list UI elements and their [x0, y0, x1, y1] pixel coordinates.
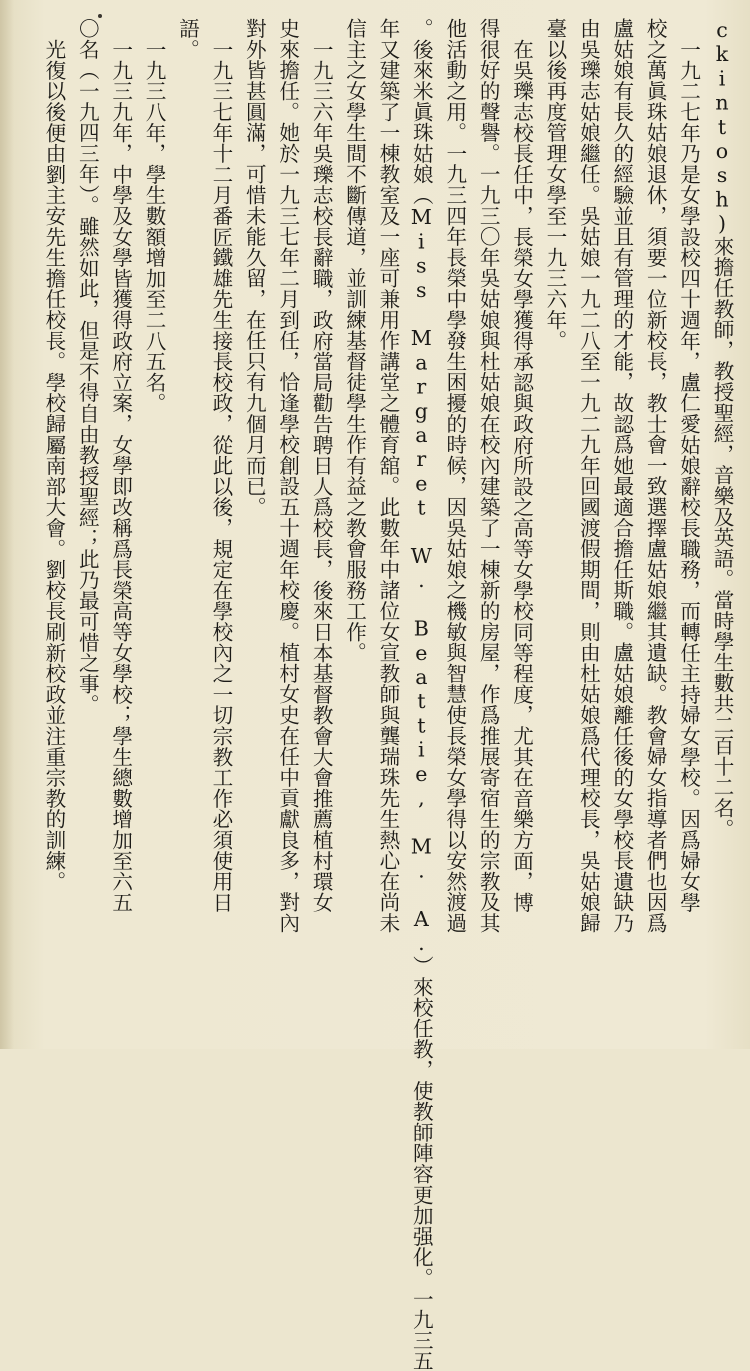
text-line: 盧姑娘有長久的經驗並且有管理的才能，故認爲她最適合擔任斯職。盧姑娘離任後的女學校長遺缺乃 [609, 18, 634, 934]
text-line: 。後來米眞珠姑娘（Miss Margaret W. Beattie, M. A.）來校任教，使教師陣容更加强化。一九三五 [409, 18, 434, 1371]
text-line: 一九三六年吳瓅志校長辭職，政府當局勸告聘日人爲校長，後來日本基督教會大會推薦植村環女 [309, 39, 334, 913]
text-line: ckintosh)來擔任教師，教授聖經，音樂及英語。當時學生數共二百十二名。 [710, 18, 734, 839]
text-line: 一九二七年乃是女學設校四十週年，盧仁愛姑娘辭校長職務，而轉任主持婦女學校。因爲婦女學 [676, 39, 701, 913]
text-line: 臺以後再度管理女學至一九三六年。 [542, 18, 567, 351]
text-line: 史來擔任。她於一九三七年二月到任，恰逢學校創設五十週年校慶。植村女史在任中貢獻良多，對內 [275, 18, 300, 934]
text-line: 在吳瓅志校長任中，長榮女學獲得承認與政府所設之高等女學校同等程度，尤其在音樂方面，博 [509, 39, 534, 913]
text-line: 校之萬眞珠姑娘退休，須要一位新校長，教士會一致選擇盧姑娘繼其遺缺。教會婦女指導者們也因爲 [643, 18, 668, 934]
text-line: 對外皆甚圓滿，可惜未能久留，在任只有九個月而已。 [242, 18, 267, 518]
text-line: 語。 [175, 18, 200, 60]
text-line: 年又建築了一棟教室及一座可兼用作講堂之體育舘。此數年中諸位女宣教師與龔瑞珠先生熱心在尚未 [375, 18, 400, 934]
text-line: 〇名（一九四三年）。雖然如此，但是不得自由教授聖經；此乃最可惜之事。 [75, 18, 100, 715]
text-line: 光復以後便由劉主安先生擔任校長。學校歸屬南部大會。劉校長刷新校政並注重宗教的訓練。 [41, 39, 66, 892]
text-line: 他活動之用。一九三四年長榮中學發生困擾的時候，因吳姑娘之機敏與智慧使長榮女學得以安然渡過 [442, 18, 467, 934]
text-line: 得很好的聲譽。一九三〇年吳姑娘與杜姑娘在校內建築了一棟新的房屋，作爲推展寄宿生的宗教及其 [476, 18, 501, 934]
vertical-text-body [8, 18, 738, 1371]
text-line: 由吳瓅志姑娘繼任。吳姑娘一九二八至一九二九年回國渡假期間，則由杜姑娘爲代理校長，吳姑娘歸 [576, 18, 601, 934]
text-line: 信主之女學生間不斷傳道，並訓練基督徒學生作有益之教會服務工作。 [342, 18, 367, 663]
text-line: 一九三七年十二月番匠鐵雄先生接長校政，從此以後，規定在學校內之一切宗教工作必須使用日 [208, 39, 233, 913]
text-line: 一九三八年，學生數額增加至二八五名。 [142, 39, 167, 414]
text-line: 一九三九年，中學及女學皆獲得政府立案，女學即改稱爲長榮高等女學校；學生總數增加至六五 [108, 39, 133, 913]
